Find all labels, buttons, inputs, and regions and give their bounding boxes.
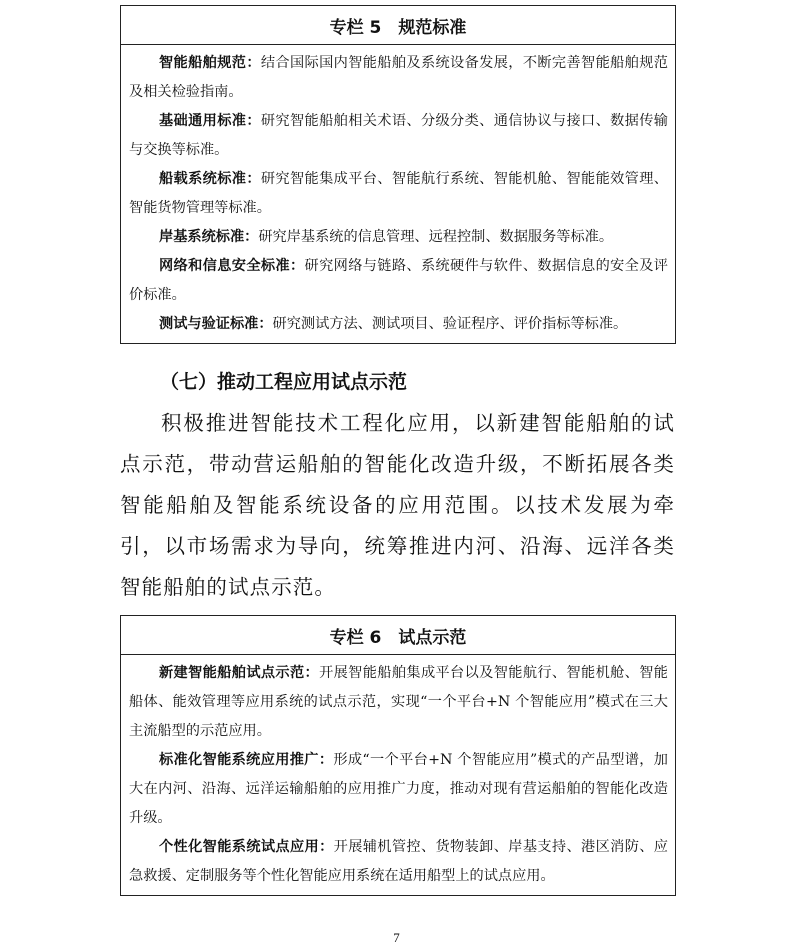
item-term: 船载系统标准：	[159, 171, 261, 187]
item-term: 网络和信息安全标准：	[159, 258, 305, 274]
item-term: 智能船舶规范：	[159, 55, 261, 71]
item-text: 研究网络与链路、系统硬件与软件、数据信息的安全及评价标准。	[129, 258, 668, 303]
page-number: 7	[393, 930, 400, 945]
column-box-5-title: 专栏 5 规范标准	[121, 6, 675, 45]
column-box-6-title: 专栏 6 试点示范	[121, 616, 675, 655]
column-box-6	[120, 615, 676, 896]
item-text: 研究智能集成平台、智能航行系统、智能机舱、智能能效管理、智能货物管理等标准。	[129, 171, 668, 216]
list-item	[129, 107, 668, 165]
item-text: 研究岸基系统的信息管理、远程控制、数据服务等标准。	[258, 229, 614, 245]
item-term: 新建智能船舶试点示范：	[159, 665, 320, 681]
item-text: 结合国际国内智能船舶及系统设备发展，不断完善智能船舶规范及相关检验指南。	[129, 55, 668, 100]
item-term: 岸基系统标准：	[159, 229, 259, 245]
item-text: 开展智能船舶集成平台以及智能航行、智能机舱、智能船体、能效管理等应用系统的试点示范，实现“一个平台+N 个智能应用”模式在三大主流船型的示范应用。	[129, 665, 668, 739]
column-box-5-body	[121, 45, 675, 343]
list-item	[129, 746, 668, 833]
section-heading: （七）推动工程应用试点示范	[160, 371, 408, 393]
item-text: 开展辅机管控、货物装卸、岸基支持、港区消防、应急救援、定制服务等个性化智能应用系统在适用船型上的试点应用。	[129, 839, 668, 884]
item-text: 研究测试方法、测试项目、验证程序、评价指标等标准。	[272, 316, 628, 332]
item-term: 标准化智能系统应用推广：	[159, 752, 334, 768]
list-item	[129, 49, 668, 107]
column-box-5	[120, 5, 676, 344]
item-text: 形成“一个平台+N 个智能应用”模式的产品型谱，加大在内河、沿海、远洋运输船舶的应用推广力度，推动对现有营运船舶的智能化改造升级。	[129, 752, 668, 826]
section-paragraph: 积极推进智能技术工程化应用，以新建智能船舶的试点示范，带动营运船舶的智能化改造升级，不断拓展各类智能船舶及智能系统设备的应用范围。以技术发展为牵引，以市场需求为导向，统筹推进内河、沿海、远洋各类智能船舶的试点示范。	[120, 411, 675, 599]
item-term: 个性化智能系统试点应用：	[159, 839, 334, 855]
list-item	[129, 833, 668, 891]
item-text: 研究智能船舶相关术语、分级分类、通信协议与接口、数据传输与交换等标准。	[129, 113, 668, 158]
list-item	[129, 165, 668, 223]
list-item	[129, 223, 668, 252]
item-term: 基础通用标准：	[159, 113, 261, 129]
column-box-6-body	[121, 655, 675, 895]
list-item	[129, 252, 668, 310]
list-item	[129, 659, 668, 746]
list-item	[129, 310, 668, 339]
item-term: 测试与验证标准：	[159, 316, 273, 332]
